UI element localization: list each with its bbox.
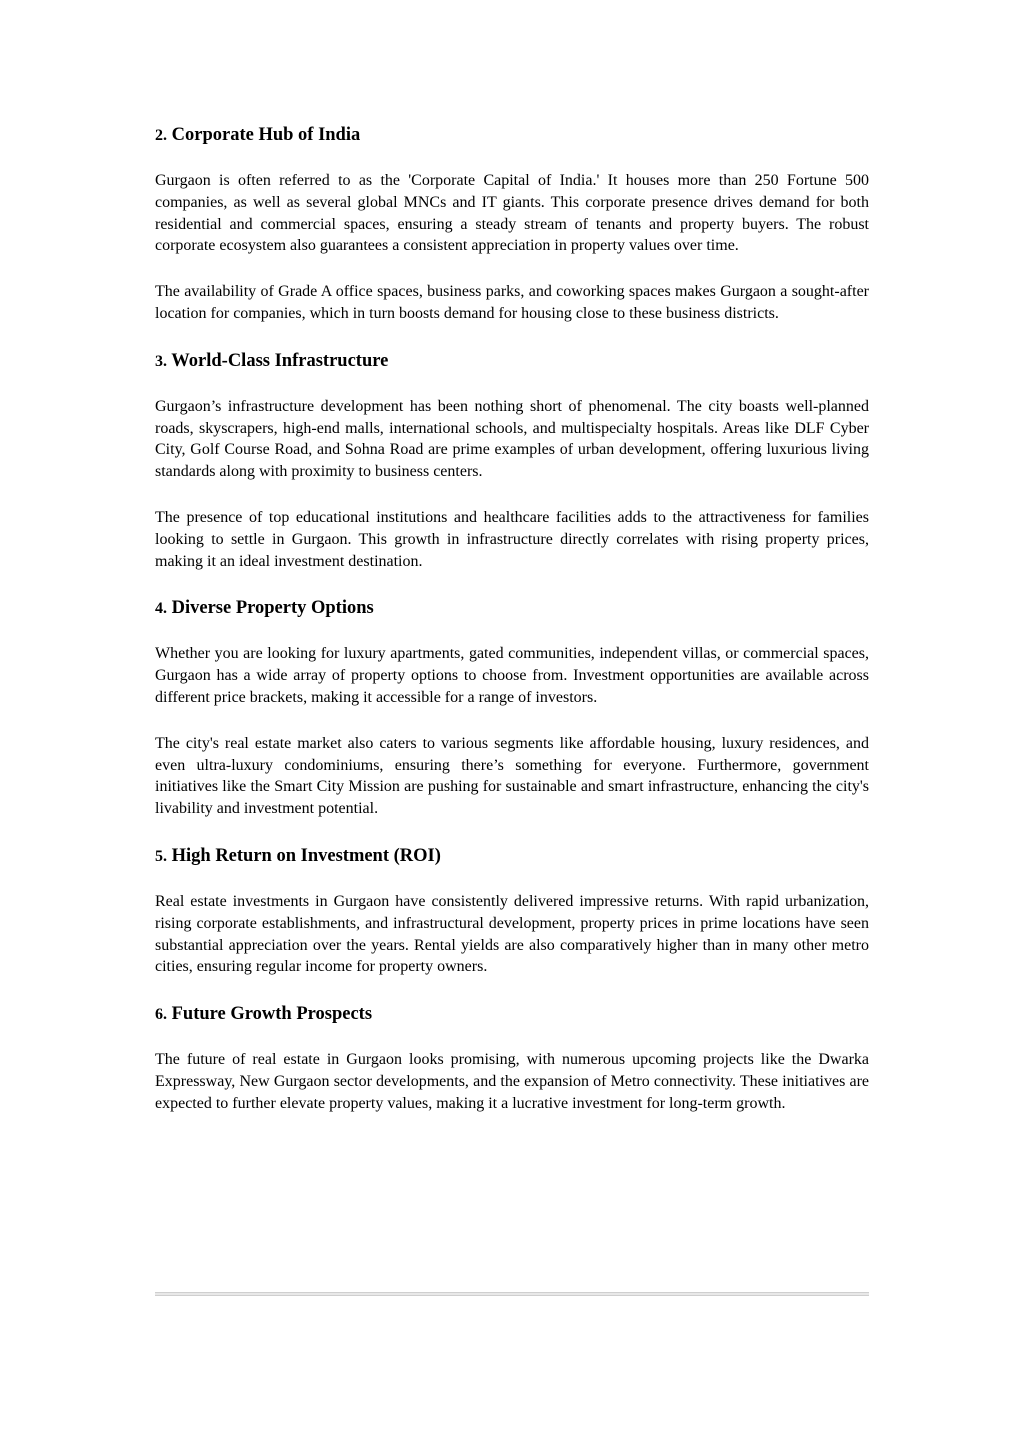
paragraph: Gurgaon is often referred to as the 'Corporate Capital of India.' It houses more than 250 Fortune 500 companies, as well as several global MNCs and IT giants. This corporate presence drives demand for both residential and commercial spaces, ensuring a steady stream of tenants and property buyers. The robust corporate ecosystem also guarantees a consistent appreciation in property values over time. [155,172,869,255]
section-roi [155,844,869,978]
section-title: Corporate Hub of India [171,125,361,145]
paragraph: Real estate investments in Gurgaon have consistently delivered impressive returns. With rapid urbanization, rising corporate establishments, and infrastructural development, property prices in prime locations have seen substantial appreciation over the years. Rental yields are also comparatively higher than in many other metro cities, ensuring regular income for property owners. [155,892,869,976]
section-future-growth [155,1002,869,1114]
paragraph: The city's real estate market also caters to various segments like affordable housing, luxury residences, and even ultra-luxury condominiums, ensuring there’s something for everyone. Furthermore, government initiatives like the Smart City Mission are pushing for sustainable and smart infrastructure, enhancing the city's livability and investment potential. [155,734,869,818]
section-title: High Return on Investment (ROI) [171,845,441,866]
paragraph: Whether you are looking for luxury apartments, gated communities, independent villas, or commercial spaces, Gurgaon has a wide array of property options to choose from. Investment opportunities are available across different price brackets, making it accessible for a range of investors. [155,645,869,706]
section-number: 6. [155,1006,167,1024]
section-heading [155,1002,869,1027]
section-heading [155,349,869,374]
paragraph: The future of real estate in Gurgaon looks promising, with numerous upcoming projects like the Dwarka Expressway, New Gurgaon sector developments, and the expansion of Metro connectivity. These initiatives are expected to further elevate property values, making it a lucrative investment for long-term growth. [155,1051,869,1112]
paragraph: The availability of Grade A office spaces, business parks, and coworking spaces makes Gurgaon a sought-after location for companies, which in turn boosts demand for housing close to these business districts. [155,283,869,322]
paragraph: The presence of top educational institutions and healthcare facilities adds to the attractiveness for families looking to settle in Gurgaon. This growth in infrastructure directly correlates with rising property prices, making it an ideal investment destination. [155,508,869,570]
section-number: 5. [155,847,167,865]
paragraph: Gurgaon’s infrastructure development has been nothing short of phenomenal. The city boasts well-planned roads, skyscrapers, high-end malls, international schools, and multispecialty hospitals. Areas like DLF Cyber City, Golf Course Road, and Sohna Road are prime examples of urban development, offering luxurious living standards along with proximity to business centers. [155,397,869,481]
section-heading [155,123,869,148]
document-body [155,123,869,1139]
section-title: World-Class Infrastructure [171,350,389,371]
section-number: 2. [155,127,167,144]
section-number: 4. [155,600,167,618]
section-property-options [155,596,869,820]
section-title: Diverse Property Options [171,598,374,619]
horizontal-divider [155,1292,869,1296]
section-title: Future Growth Prospects [171,1004,373,1025]
section-heading [155,844,869,869]
section-infrastructure [155,349,869,573]
section-number: 3. [155,352,167,370]
section-heading [155,596,869,621]
section-corporate-hub [155,123,869,325]
